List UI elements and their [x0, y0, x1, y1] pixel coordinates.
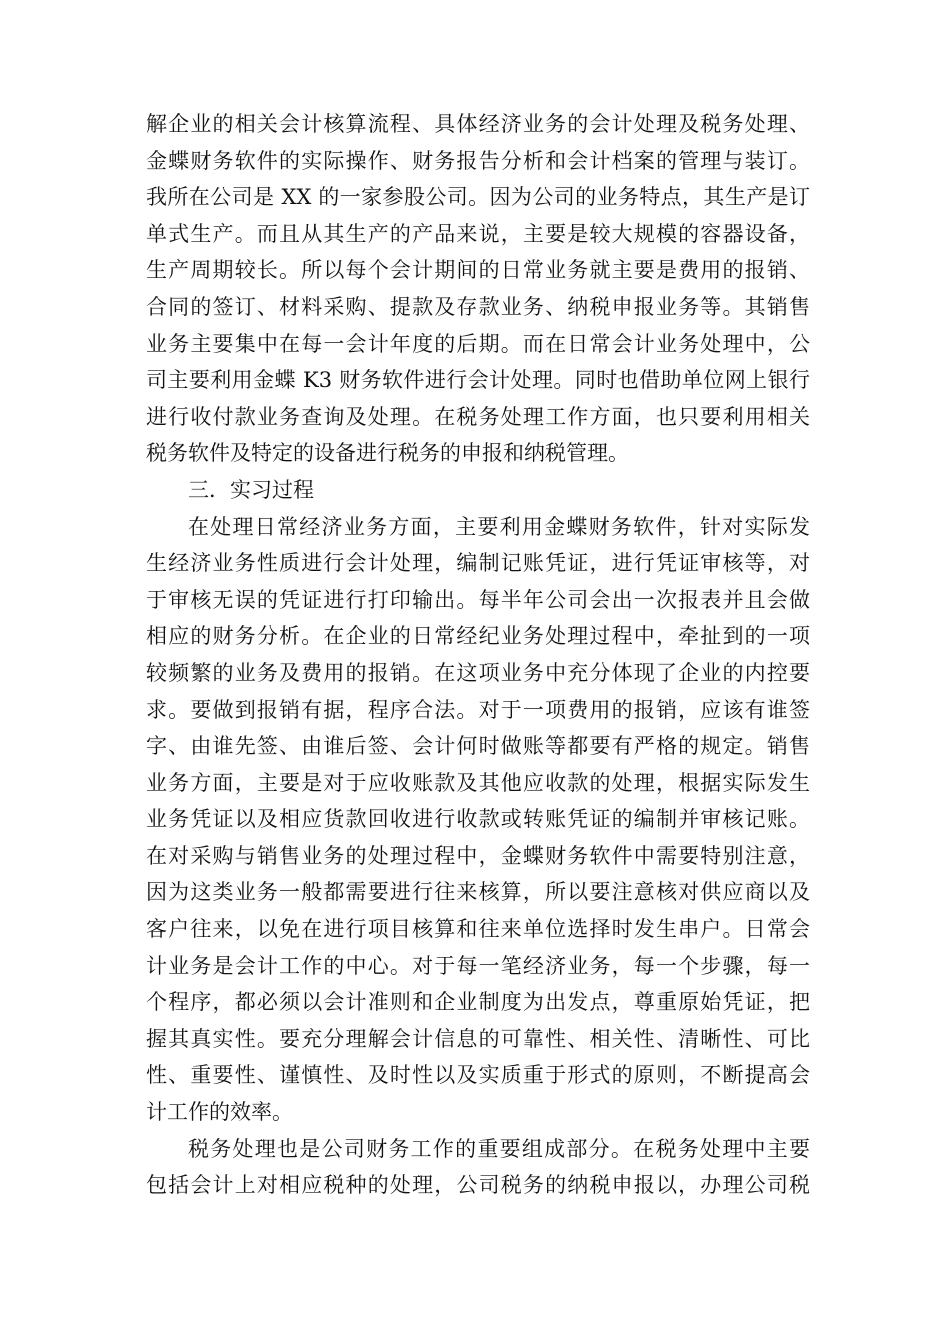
paragraph-line: 字、由谁先签、由谁后签、会计何时做账等都要有严格的规定。销售: [146, 734, 810, 759]
paragraph-line: 在对采购与销售业务的处理过程中，金蝶财务软件中需要特别注意，: [146, 843, 810, 868]
paragraph-line: 计工作的效率。: [146, 1100, 293, 1125]
paragraph-line: 于审核无误的凭证进行打印输出。每半年公司会出一次报表并且会做: [146, 587, 810, 612]
paragraph-line: 客户往来，以免在进行项目核算和往来单位选择时发生串户。日常会: [146, 917, 810, 942]
paragraph-line: 求。要做到报销有据，程序合法。对于一项费用的报销，应该有谁签: [146, 697, 810, 722]
paragraph-line: 相应的财务分析。在企业的日常经纪业务处理过程中，牵扯到的一项: [146, 624, 810, 649]
paragraph-line: 业务凭证以及相应货款回收进行收款或转账凭证的编制并审核记账。: [146, 807, 810, 832]
paragraph-line: 业务方面，主要是对于应收账款及其他应收款的处理，根据实际发生: [146, 770, 810, 795]
section-heading: 三．实习过程: [188, 477, 314, 502]
paragraph-line: 司主要利用金蝶 K3 财务软件进行会计处理。同时也借助单位网上银行: [146, 368, 810, 393]
paragraph-line: 单式生产。而且从其生产的产品来说，主要是较大规模的容器设备，: [146, 221, 810, 246]
paragraph-line: 生经济业务性质进行会计处理，编制记账凭证，进行凭证审核等，对: [146, 551, 810, 576]
paragraph-line: 解企业的相关会计核算流程、具体经济业务的会计处理及税务处理、: [146, 112, 810, 136]
paragraph-line: 在处理日常经济业务方面，主要利用金蝶财务软件，针对实际发: [188, 514, 810, 539]
paragraph-line: 业务主要集中在每一会计年度的后期。而在日常会计业务处理中，公: [146, 331, 810, 356]
paragraph-line: 较频繁的业务及费用的报销。在这项业务中充分体现了企业的内控要: [146, 660, 810, 685]
paragraph-line: 合同的签订、材料采购、提款及存款业务、纳税申报业务等。其销售: [146, 294, 810, 319]
paragraph-line: 税务软件及特定的设备进行税务的申报和纳税管理。: [146, 441, 629, 466]
paragraph-line: 计业务是会计工作的中心。对于每一笔经济业务，每一个步骤，每一: [146, 953, 810, 978]
paragraph-line: 我所在公司是 XX 的一家参股公司。因为公司的业务特点，其生产是订: [146, 185, 810, 210]
paragraph-line: 握其真实性。要充分理解会计信息的可靠性、相关性、清晰性、可比: [146, 1026, 810, 1051]
paragraph-line: 个程序，都必须以会计准则和企业制度为出发点，尊重原始凭证，把: [146, 990, 810, 1015]
paragraph-line: 性、重要性、谨慎性、及时性以及实质重于形式的原则，不断提高会: [146, 1063, 810, 1088]
paragraph-line: 税务处理也是公司财务工作的重要组成部分。在税务处理中主要: [188, 1136, 810, 1161]
document-body: [146, 106, 810, 1204]
paragraph-line: 进行收付款业务查询及处理。在税务处理工作方面，也只要利用相关: [146, 404, 810, 429]
paragraph-line: 因为这类业务一般都需要进行往来核算，所以要注意核对供应商以及: [146, 880, 810, 905]
paragraph-line: 金蝶财务软件的实际操作、财务报告分析和会计档案的管理与装订。: [146, 148, 810, 173]
paragraph-line: 包括会计上对相应税种的处理，公司税务的纳税申报以，办理公司税: [146, 1173, 810, 1198]
paragraph-line: 生产周期较长。所以每个会计期间的日常业务就主要是费用的报销、: [146, 258, 810, 283]
